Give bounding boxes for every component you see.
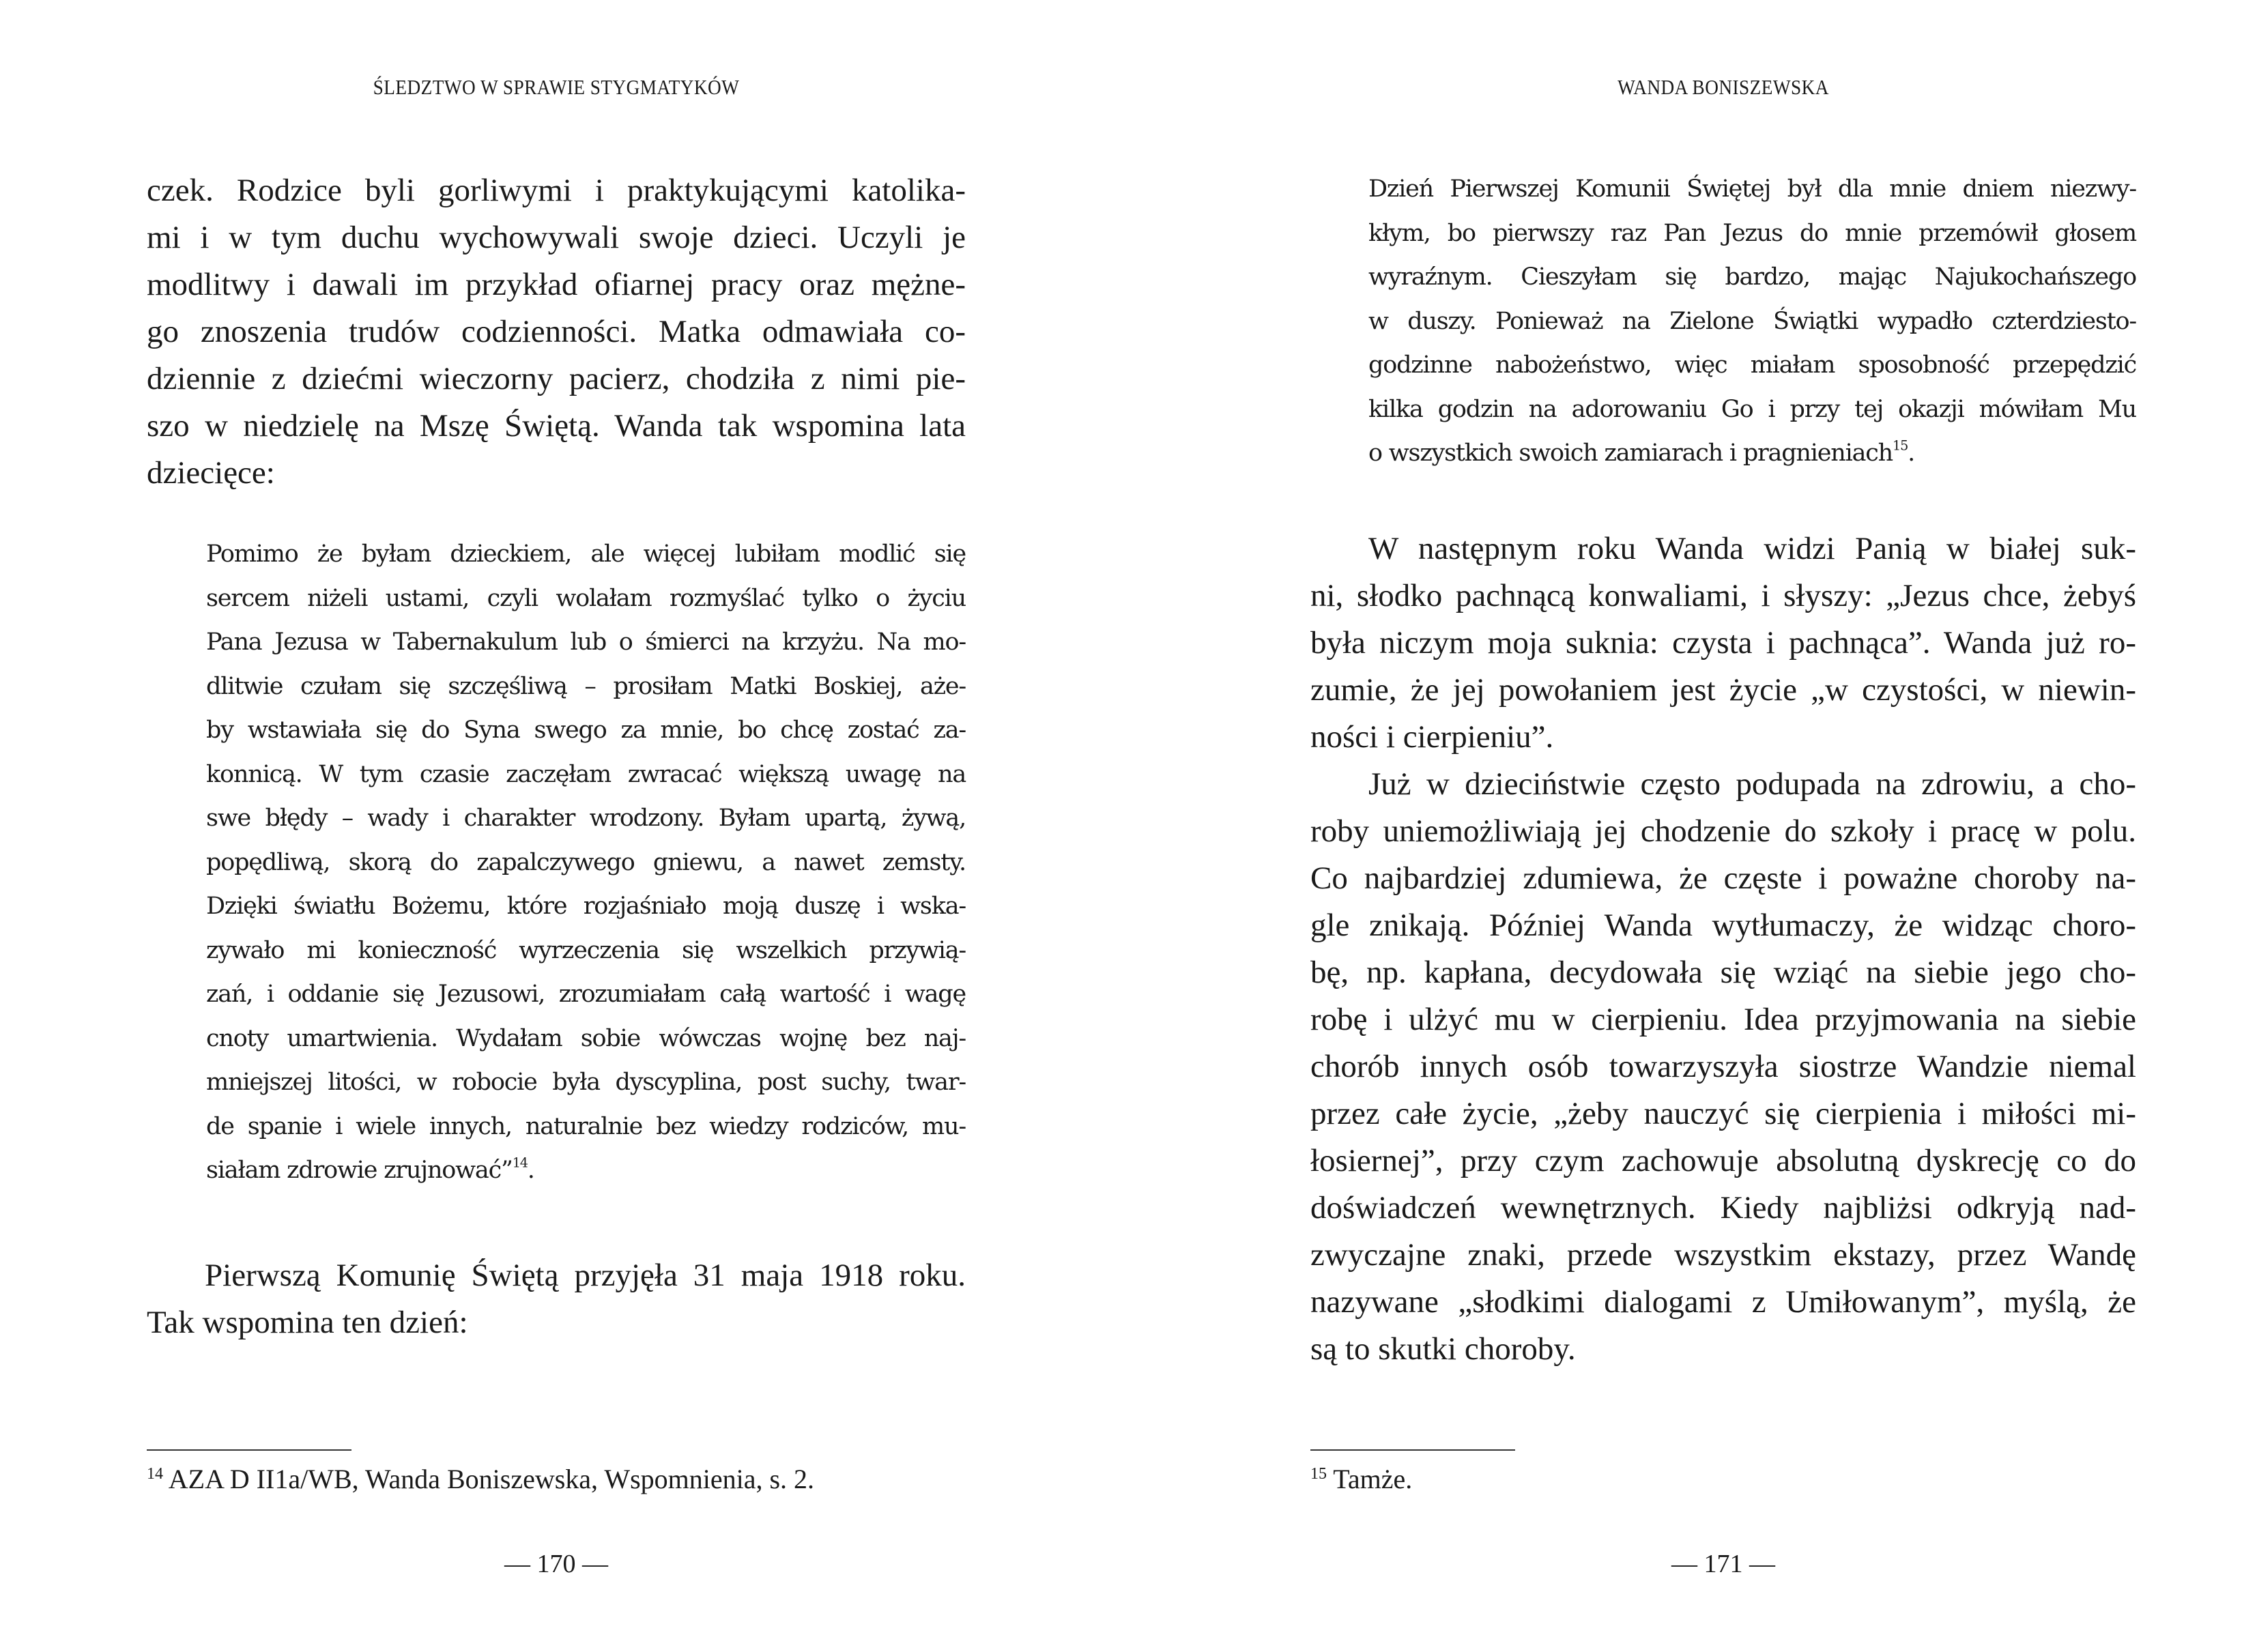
- intro-paragraph: [147, 167, 966, 497]
- quote-line: godzinne nabożeństwo, więc miałam sposobność przepędzić: [1368, 351, 2136, 379]
- text-line: Tak wspomina ten dzień:: [147, 1305, 468, 1340]
- footnote-14: [147, 1460, 966, 1498]
- quote-text: o wszystkich swoich zamiarach i pragnieniach: [1368, 439, 1893, 467]
- text-line: są to skutki choroby.: [1310, 1331, 1576, 1367]
- closing-paragraph: [147, 1252, 966, 1346]
- quote-line: popędliwą, skorą do zapalczywego gniewu, a nawet zemsty.: [206, 848, 966, 876]
- paragraph-illness: [1310, 761, 2136, 1373]
- text-line: dziecięce:: [147, 455, 275, 491]
- quote-line: zywało mi konieczność wyrzeczenia się wszelkich przywią-: [206, 936, 966, 964]
- text-line: chorób innych osób towarzyszyła siostrze Wandzie niemal: [1310, 1049, 2136, 1084]
- text-line: zwyczajne znaki, przede wszystkim ekstazy, przez Wandę: [1310, 1237, 2136, 1273]
- footnote-divider: [147, 1449, 351, 1451]
- quote-line: wyraźnym. Cieszyłam się bardzo, mając Najukochańszego: [1368, 263, 2136, 291]
- text-line: dziennie z dziećmi wieczorny pacierz, chodziła z nimi pie-: [147, 361, 966, 396]
- quote-end-punct: .: [527, 1157, 534, 1184]
- quote-line: swe błędy – wady i charakter wrodzony. Byłam upartą, żywą,: [206, 805, 966, 832]
- text-line: szo w niedzielę na Mszę Świętą. Wanda tak wspomina lata: [147, 408, 966, 444]
- quote-line: dlitwie czułam się szczęśliwą – prosiłam Matki Boskiej, aże-: [206, 672, 966, 700]
- quote-line: Pana Jezusa w Tabernakulum lub o śmierci na krzyżu. Na mo-: [206, 628, 966, 656]
- text-line: ni, słodko pachnącą konwaliami, i słyszy: „Jezus chce, żebyś: [1310, 578, 2136, 613]
- quote-line: konnicą. W tym czasie zaczęłam zwracać większą uwagę na: [206, 760, 966, 788]
- footnote-text: AZA D II1a/WB, Wanda Boniszewska, Wspomnienia, s. 2.: [168, 1464, 815, 1494]
- running-head-left: ŚLEDZTWO W SPRAWIE STYGMATYKÓW: [373, 75, 740, 99]
- quote-line: Dzień Pierwszej Komunii Świętej był dla mnie dniem niezwy-: [1368, 175, 2136, 203]
- text-line: robę i ulżyć mu w cierpieniu. Idea przyjmowania na siebie: [1310, 1002, 2136, 1037]
- text-line: nazywane „słodkimi dialogami z Umiłowanym”, myślą, że: [1310, 1284, 2136, 1320]
- block-quote-childhood: [206, 532, 966, 1193]
- paragraph-vision: [1310, 525, 2136, 761]
- quote-line: Pomimo że byłam dzieckiem, ale więcej lubiłam modlić się: [206, 540, 966, 568]
- footnote-ref-14[interactable]: 14: [512, 1155, 528, 1171]
- text-line: zumie, że jej powołaniem jest życie „w czystości, w niewin-: [1310, 672, 2136, 708]
- left-page: [0, 0, 1128, 1652]
- text-line: mi i w tym duchu wychowywali swoje dzieci. Uczyli je: [147, 220, 966, 255]
- quote-line: by wstawiała się do Syna swego za mnie, bo chcę zostać za-: [206, 716, 966, 744]
- footnote-divider: [1310, 1449, 1515, 1451]
- text-line: roby uniemożliwiają jej chodzenie do szkoły i pracę w polu.: [1310, 813, 2136, 849]
- text-line: go znoszenia trudów codzienności. Matka odmawiała co-: [147, 314, 966, 349]
- text-line: łosiernej”, przy czym zachowuje absolutną dyskrecję co do: [1310, 1143, 2136, 1178]
- text-line: była niczym moja suknia: czysta i pachnąca”. Wanda już ro-: [1310, 625, 2136, 661]
- footnote-text: Tamże.: [1333, 1464, 1413, 1494]
- quote-text: siałam zdrowie zrujnować”: [206, 1157, 513, 1184]
- quote-line: de spanie i wiele innych, naturalnie bez wiedzy rodziców, mu-: [206, 1112, 966, 1140]
- quote-line: Dzięki światłu Bożemu, które rozjaśniało moją duszę i wska-: [206, 893, 966, 920]
- quote-line: kłym, bo pierwszy raz Pan Jezus do mnie przemówił głosem: [1368, 219, 2136, 247]
- running-head-right: WANDA BONISZEWSKA: [1618, 75, 1829, 99]
- quote-end-punct: .: [1908, 439, 1915, 467]
- text-line: doświadczeń wewnętrznych. Kiedy najbliżsi odkryją nad-: [1310, 1190, 2136, 1226]
- footnote-number: 14: [147, 1465, 163, 1483]
- text-line: modlitwy i dawali im przykład ofiarnej pracy oraz mężne-: [147, 267, 966, 302]
- page-number-left: — 170 —: [504, 1550, 608, 1578]
- footnote-ref-15[interactable]: 15: [1893, 437, 1908, 454]
- quote-line: w duszy. Ponieważ na Zielone Świątki wypadło czterdziesto-: [1368, 307, 2136, 335]
- text-line: Pierwszą Komunię Świętą przyjęła 31 maja 1918 roku.: [205, 1258, 966, 1293]
- text-line: ności i cierpieniu”.: [1310, 719, 1554, 755]
- text-line: Już w dzieciństwie często podupada na zdrowiu, a cho-: [1368, 766, 2136, 802]
- quote-line-last: [1368, 431, 2136, 476]
- text-line: Co najbardziej zdumiewa, że częste i poważne choroby na-: [1310, 860, 2136, 896]
- text-line: przez całe życie, „żeby nauczyć się cierpienia i miłości mi-: [1310, 1096, 2136, 1131]
- text-line: gle znikają. Później Wanda wytłumaczy, że widząc choro-: [1310, 908, 2136, 943]
- block-quote-communion: [1368, 167, 2136, 476]
- quote-line: mniejszej litości, w robocie była dyscyplina, post suchy, twar-: [206, 1069, 966, 1096]
- text-line: W następnym roku Wanda widzi Panią w białej suk-: [1368, 531, 2136, 566]
- quote-line: sercem niżeli ustami, czyli wolałam rozmyślać tylko o życiu: [206, 584, 966, 612]
- page-number-right: — 171 —: [1671, 1550, 1775, 1578]
- text-line: czek. Rodzice byli gorliwymi i praktykującymi katolika-: [147, 173, 966, 208]
- quote-line: zań, i oddanie się Jezusowi, zrozumiałam całą wartość i wagę: [206, 981, 966, 1008]
- quote-line: kilka godzin na adorowaniu Go i przy tej okazji mówiłam Mu: [1368, 395, 2136, 423]
- right-page: [1128, 0, 2257, 1652]
- text-line: bę, np. kapłana, decydowała się wziąć na siebie jego cho-: [1310, 955, 2136, 990]
- footnote-15: [1310, 1460, 2136, 1498]
- footnote-number: 15: [1310, 1465, 1327, 1483]
- quote-line: cnoty umartwienia. Wydałam sobie wówczas wojnę bez naj-: [206, 1024, 966, 1052]
- quote-line-last: [206, 1148, 966, 1193]
